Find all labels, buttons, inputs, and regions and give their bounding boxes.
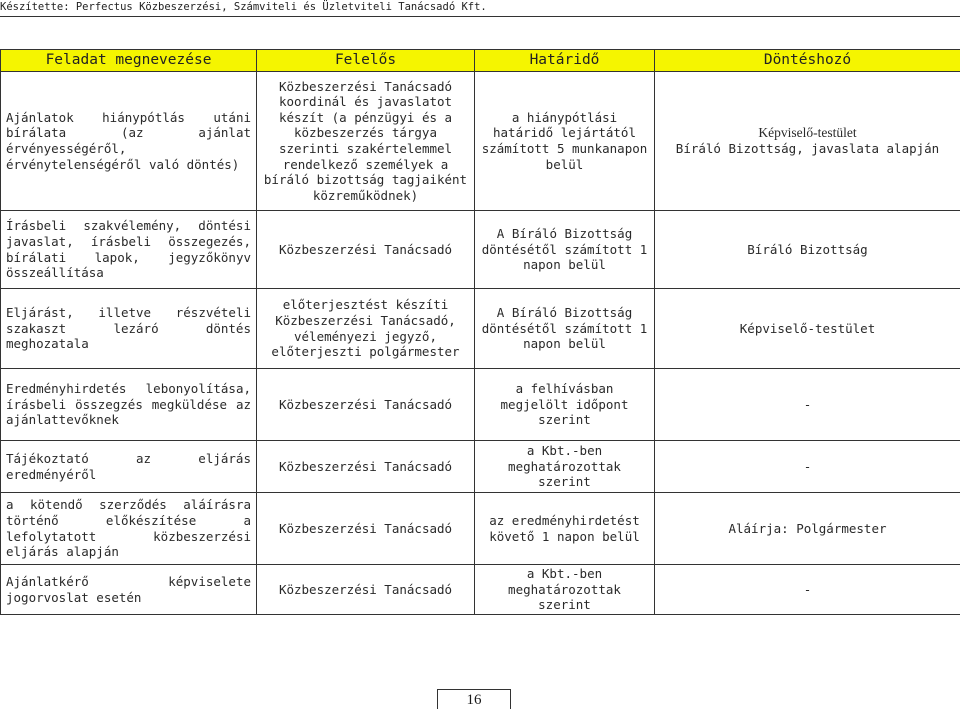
decision-maker-title: Képviselő-testület [660, 125, 955, 141]
responsible-cell: Közbeszerzési Tanácsadó koordinál és javaslatot készít (a pénzügyi és a közbeszerzés tárgya szerinti szakértelemmel rendelkező személyek a bíráló bizottság tagjaiként közreműködnek) [257, 72, 475, 211]
deadline-cell: a Kbt.-ben meghatározottak szerint [475, 441, 655, 493]
task-cell: Ajánlatkérő képviselete jogorvoslat esetén [1, 565, 257, 615]
page-number: 16 [437, 689, 511, 709]
decision-maker-text: Bíráló Bizottság, javaslata alapján [660, 141, 955, 157]
table-row [1, 441, 960, 493]
decision-maker-cell: - [655, 565, 960, 615]
deadline-cell: a Kbt.-ben meghatározottak szerint [475, 565, 655, 615]
deadline-cell: A Bíráló Bizottság döntésétől számított 1 napon belül [475, 289, 655, 369]
table-header-row [1, 50, 960, 72]
responsible-cell: Közbeszerzési Tanácsadó [257, 211, 475, 289]
responsible-cell: Közbeszerzési Tanácsadó [257, 441, 475, 493]
deadline-cell: a hiánypótlási határidő lejártától számított 5 munkanapon belül [475, 72, 655, 211]
decision-maker-cell: - [655, 441, 960, 493]
task-table [0, 49, 960, 615]
table-row [1, 369, 960, 441]
header-deadline: Határidő [475, 50, 655, 72]
decision-maker-cell: Képviselő-testület [655, 289, 960, 369]
table-row [1, 493, 960, 565]
deadline-cell: a felhívásban megjelölt időpont szerint [475, 369, 655, 441]
task-cell: a kötendő szerződés aláírásra történő előkészítése a lefolytatott közbeszerzési eljárás alapján [1, 493, 257, 565]
responsible-cell: Közbeszerzési Tanácsadó [257, 369, 475, 441]
task-cell: Eredményhirdetés lebonyolítása, írásbeli összegzés megküldése az ajánlattevőknek [1, 369, 257, 441]
table-row [1, 565, 960, 615]
deadline-cell: az eredményhirdetést követő 1 napon belül [475, 493, 655, 565]
header-decision-maker: Döntéshozó [655, 50, 960, 72]
deadline-cell: A Bíráló Bizottság döntésétől számított 1 napon belül [475, 211, 655, 289]
table-row [1, 211, 960, 289]
task-cell: Írásbeli szakvélemény, döntési javaslat, írásbeli összegezés, bírálati lapok, jegyzőkönyv összeállítása [1, 211, 257, 289]
header-task: Feladat megnevezése [1, 50, 257, 72]
task-cell: Ajánlatok hiánypótlás utáni bírálata (az ajánlat érvényességéről, érvénytelenségéről való döntés) [1, 72, 257, 211]
table-row [1, 289, 960, 369]
table-row [1, 72, 960, 211]
header-rule [0, 16, 960, 17]
decision-maker-cell: Bíráló Bizottság [655, 211, 960, 289]
responsible-cell: előterjesztést készíti Közbeszerzési Tanácsadó, véleményezi jegyző, előterjeszti polgármester [257, 289, 475, 369]
task-cell: Tájékoztató az eljárás eredményéről [1, 441, 257, 493]
responsible-cell: Közbeszerzési Tanácsadó [257, 493, 475, 565]
task-cell: Eljárást, illetve részvételi szakaszt lezáró döntés meghozatala [1, 289, 257, 369]
decision-maker-cell [655, 72, 960, 211]
decision-maker-cell: - [655, 369, 960, 441]
responsible-cell: Közbeszerzési Tanácsadó [257, 565, 475, 615]
page-header: Készítette: Perfectus Közbeszerzési, Számviteli és Üzletviteli Tanácsadó Kft. [0, 0, 960, 16]
header-responsible: Felelős [257, 50, 475, 72]
decision-maker-cell: Aláírja: Polgármester [655, 493, 960, 565]
